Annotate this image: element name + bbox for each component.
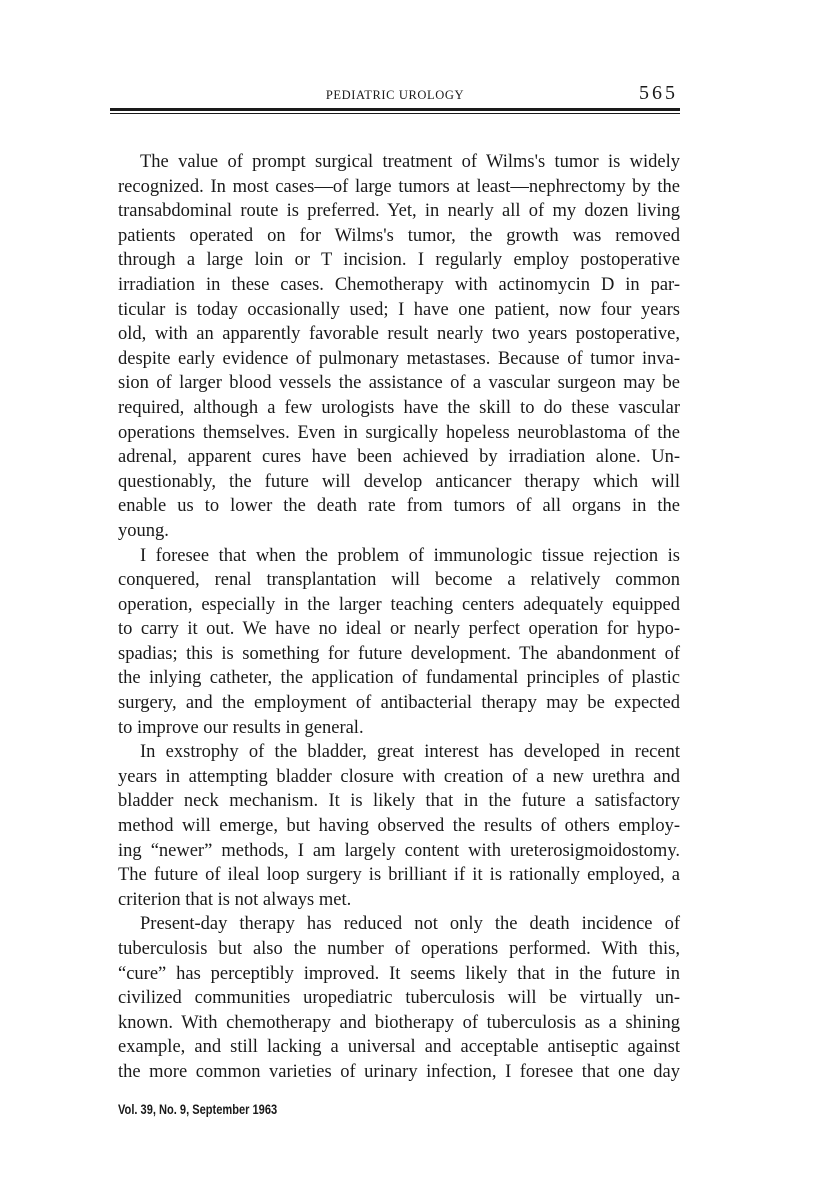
page-number: 565 xyxy=(639,82,678,104)
text-line: tuberculosis but also the number of operations performed. With this, xyxy=(118,939,680,959)
text-line: despite early evidence of pulmonary metastases. Because of tumor inva- xyxy=(118,348,680,369)
footer-citation: Vol. 39, No. 9, September 1963 xyxy=(118,1102,278,1117)
running-header xyxy=(110,84,680,104)
text-line: The future of ileal loop surgery is brilliant if it is rationally employed, a xyxy=(118,865,680,886)
text-line: “cure” has perceptibly improved. It seems likely that in the future in xyxy=(118,963,680,984)
text-line: sion of larger blood vessels the assistance of a vascular surgeon may be xyxy=(118,373,680,394)
text-line: years in attempting bladder closure with creation of a new urethra and xyxy=(118,766,680,787)
text-line: required, although a few urologists have the skill to do these vascular xyxy=(118,397,680,418)
text-line: The value of prompt surgical treatment of Wilms's tumor is widely xyxy=(140,152,680,172)
text-line: Present-day therapy has reduced not only the death incidence of xyxy=(140,914,680,935)
text-line: through a large loin or T incision. I regularly employ postoperative xyxy=(118,250,680,271)
text-line: method will emerge, but having observed the results of others employ- xyxy=(118,816,680,837)
text-line: enable us to lower the death rate from tumors of all organs in the xyxy=(118,496,680,517)
text-line: bladder neck mechanism. It is likely that in the future a satisfactory xyxy=(118,791,680,812)
text-line: the inlying catheter, the application of fundamental principles of plastic xyxy=(118,668,680,689)
header-rule-thick xyxy=(110,108,680,111)
header-rule-thin xyxy=(110,113,680,114)
text-line: young. xyxy=(118,520,169,541)
text-line: irradiation in these cases. Chemotherapy with actinomycin D in par- xyxy=(118,274,680,295)
body-text xyxy=(118,150,680,1085)
text-line: example, and still lacking a universal and acceptable antiseptic against xyxy=(118,1037,680,1058)
text-line: operations themselves. Even in surgically hopeless neuroblastoma of the xyxy=(118,422,680,443)
text-line: the more common varieties of urinary infection, I foresee that one day xyxy=(118,1061,680,1082)
paragraph xyxy=(118,544,680,741)
text-line: spadias; this is something for future development. The abandonment of xyxy=(118,643,680,664)
text-line: surgery, and the employment of antibacterial therapy may be expected xyxy=(118,693,680,714)
text-line: adrenal, apparent cures have been achieved by irradiation alone. Un- xyxy=(118,447,680,468)
paragraph xyxy=(118,150,680,544)
text-line: transabdominal route is preferred. Yet, in nearly all of my dozen living xyxy=(118,201,680,222)
text-line: to carry it out. We have no ideal or nearly perfect operation for hypo- xyxy=(118,619,680,640)
running-title: PEDIATRIC UROLOGY xyxy=(325,88,465,102)
paragraph xyxy=(118,740,680,912)
text-line: criterion that is not always met. xyxy=(118,889,352,910)
text-line: questionably, the future will develop anticancer therapy which will xyxy=(118,471,680,492)
text-line: old, with an apparently favorable result nearly two years postoperative, xyxy=(118,324,680,345)
text-line: patients operated on for Wilms's tumor, the growth was removed xyxy=(118,225,680,246)
text-line: ticular is today occasionally used; I have one patient, now four years xyxy=(118,299,680,320)
text-line: recognized. In most cases—of large tumors at least—nephrectomy by the xyxy=(118,176,680,197)
paragraph xyxy=(118,912,680,1084)
text-line: conquered, renal transplantation will become a relatively common xyxy=(118,570,680,591)
text-line: to improve our results in general. xyxy=(118,717,364,738)
text-line: civilized communities uropediatric tuberculosis will be virtually un- xyxy=(118,988,680,1009)
text-line: I foresee that when the problem of immunologic tissue rejection is xyxy=(140,545,680,566)
text-line: ing “newer” methods, I am largely content with ureterosigmoidostomy. xyxy=(118,840,680,861)
text-line: In exstrophy of the bladder, great interest has developed in recent xyxy=(140,742,680,763)
text-line: known. With chemotherapy and biotherapy of tuberculosis as a shining xyxy=(118,1012,680,1033)
text-line: operation, especially in the larger teaching centers adequately equipped xyxy=(118,594,680,615)
